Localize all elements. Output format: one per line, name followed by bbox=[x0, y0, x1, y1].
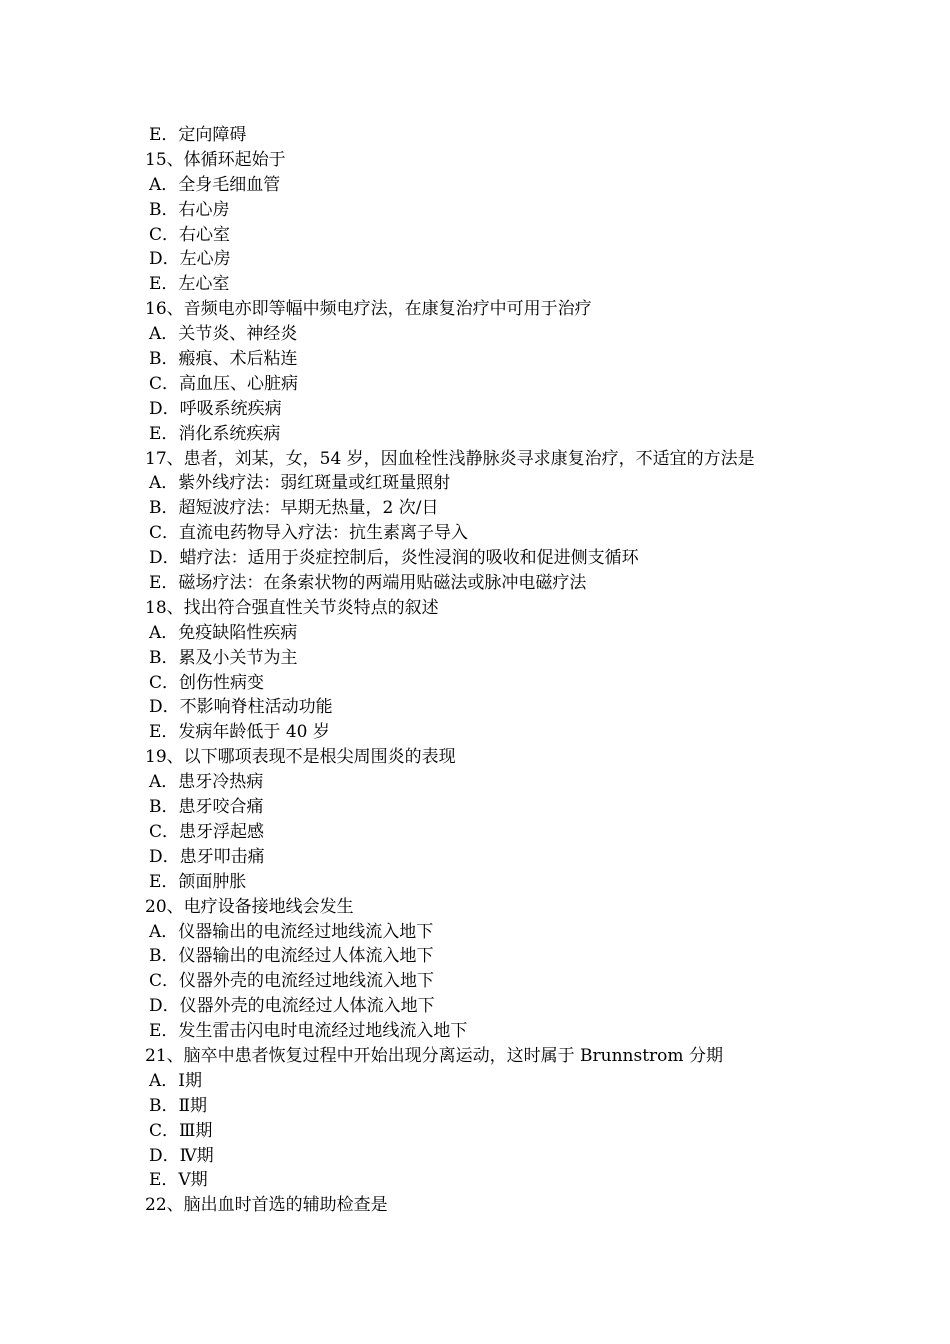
answer-option: E．颌面肿胀 bbox=[149, 871, 247, 892]
answer-option: A．仪器输出的电流经过地线流入地下 bbox=[149, 921, 434, 942]
answer-option: E．发病年龄低于 40 岁 bbox=[149, 722, 330, 743]
question-stem: 16、音频电亦即等幅中频电疗法，在康复治疗中可用于治疗 bbox=[145, 299, 592, 320]
answer-option: A．全身毛细血管 bbox=[149, 174, 281, 195]
answer-option: E．发生雷击闪电时电流经过地线流入地下 bbox=[149, 1021, 468, 1042]
answer-option: D．蜡疗法：适用于炎症控制后，炎性浸润的吸收和促进侧支循环 bbox=[149, 548, 639, 569]
answer-option: E．左心室 bbox=[149, 274, 230, 295]
answer-option: C．右心室 bbox=[149, 224, 231, 245]
answer-option: E．磁场疗法：在条索状物的两端用贴磁法或脉冲电磁疗法 bbox=[149, 573, 587, 594]
question-stem: 18、找出符合强直性关节炎特点的叙述 bbox=[145, 597, 439, 618]
answer-option: B．右心房 bbox=[149, 199, 230, 220]
question-stem: 22、脑出血时首选的辅助检查是 bbox=[145, 1195, 388, 1216]
answer-option: A．紫外线疗法：弱红斑量或红斑量照射 bbox=[149, 473, 451, 494]
answer-option: B．超短波疗法：早期无热量，2 次/日 bbox=[149, 498, 439, 519]
answer-option: E．消化系统疾病 bbox=[149, 423, 281, 444]
answer-option: B．仪器输出的电流经过人体流入地下 bbox=[149, 946, 434, 967]
answer-option: D．不影响脊柱活动功能 bbox=[149, 697, 333, 718]
answer-option: D．呼吸系统疾病 bbox=[149, 398, 282, 419]
answer-option: A．Ⅰ期 bbox=[149, 1070, 202, 1091]
answer-option: D．患牙叩击痛 bbox=[149, 846, 265, 867]
answer-option: A．免疫缺陷性疾病 bbox=[149, 622, 298, 643]
answer-option: E．Ⅴ期 bbox=[149, 1170, 208, 1191]
answer-option: B．Ⅱ期 bbox=[149, 1095, 208, 1116]
answer-option: B．瘢痕、术后粘连 bbox=[149, 349, 298, 370]
answer-option: D．仪器外壳的电流经过人体流入地下 bbox=[149, 996, 435, 1017]
question-stem: 20、电疗设备接地线会发生 bbox=[145, 896, 354, 917]
answer-option: D．Ⅳ期 bbox=[149, 1145, 214, 1166]
answer-option: B．患牙咬合痛 bbox=[149, 797, 264, 818]
answer-option: C．直流电药物导入疗法：抗生素离子导入 bbox=[149, 523, 469, 544]
answer-option: E．定向障碍 bbox=[149, 125, 247, 145]
question-stem: 19、以下哪项表现不是根尖周围炎的表现 bbox=[145, 747, 456, 768]
answer-option: D．左心房 bbox=[149, 249, 231, 270]
answer-option: C．创伤性病变 bbox=[149, 672, 265, 693]
answer-option: C．患牙浮起感 bbox=[149, 821, 265, 842]
answer-option: C．高血压、心脏病 bbox=[149, 373, 299, 394]
question-stem: 15、体循环起始于 bbox=[145, 149, 286, 170]
question-list bbox=[145, 123, 865, 1218]
question-stem: 17、患者，刘某，女，54 岁，因血栓性浅静脉炎寻求康复治疗，不适宜的方法是 bbox=[145, 448, 755, 469]
question-stem: 21、脑卒中患者恢复过程中开始出现分离运动，这时属于 Brunnstrom 分期 bbox=[145, 1045, 723, 1066]
answer-option: C．仪器外壳的电流经过地线流入地下 bbox=[149, 971, 435, 992]
answer-option: A．患牙冷热病 bbox=[149, 772, 264, 793]
answer-option: C．Ⅲ期 bbox=[149, 1120, 213, 1141]
answer-option: B．累及小关节为主 bbox=[149, 647, 298, 668]
answer-option: A．关节炎、神经炎 bbox=[149, 324, 298, 345]
